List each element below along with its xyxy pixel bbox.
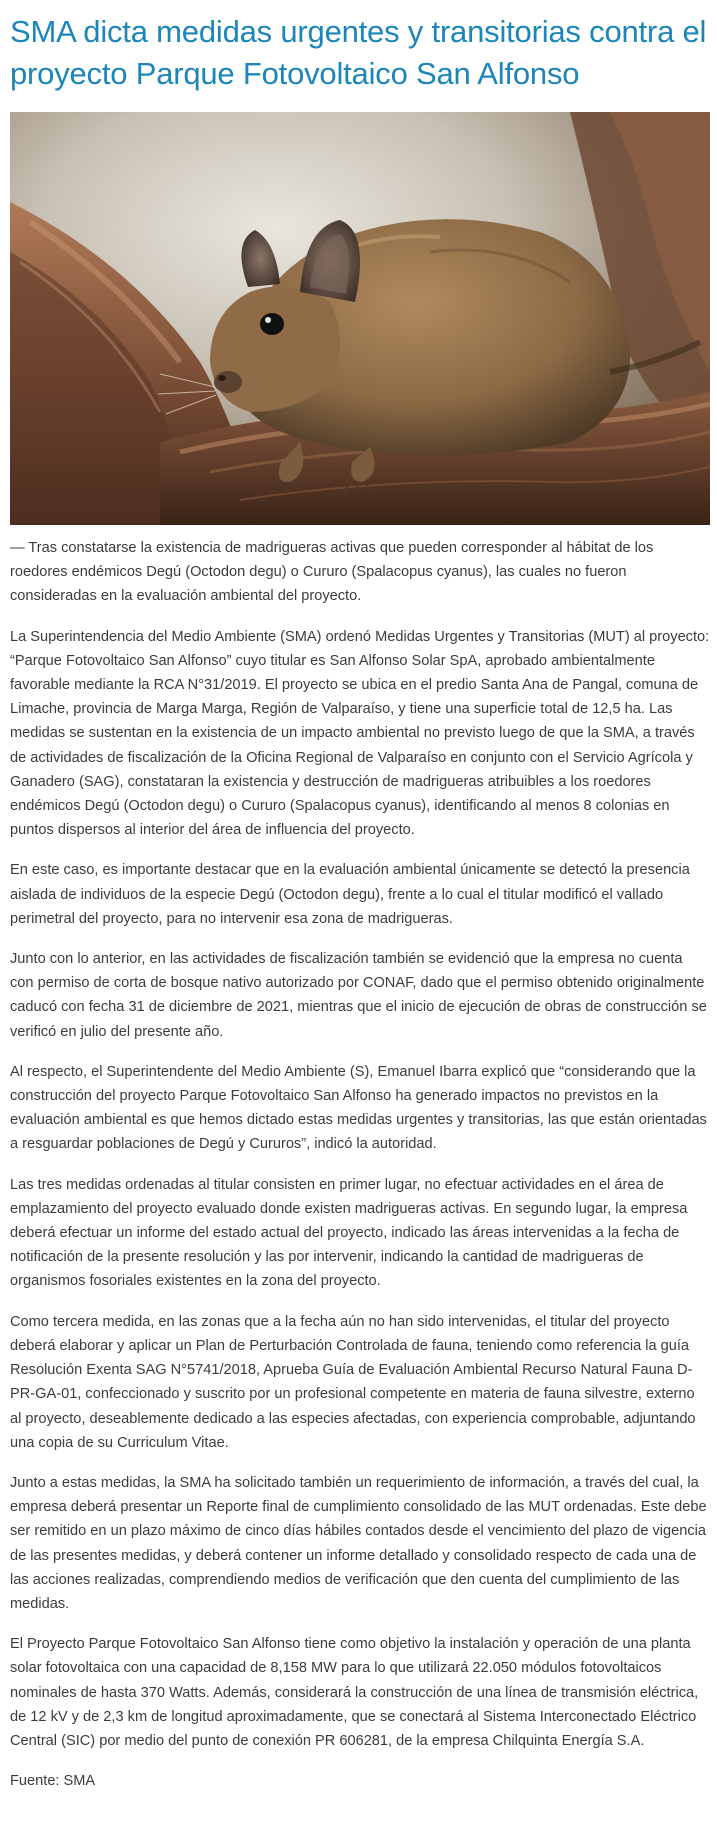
article-paragraph: Junto con lo anterior, en las actividades de fiscalización también se evidenció que la empresa no cuenta con permiso de corta de bosque nativo autorizado por CONAF, dado que el permiso obtenido originalmente caducó con fecha 31 de diciembre de 2021, mientras que el inicio de ejecución de obras de construcción se verificó en julio del presente año. — [10, 951, 707, 1040]
article-paragraph: En este caso, es importante destacar que en la evaluación ambiental únicamente se detectó la presencia aislada de individuos de la especie Degú (Octodon degu), frente a lo cual el titular modificó el vallado perimetral del proyecto, para no intervenir esa zona de madrigueras. — [10, 862, 690, 927]
article-paragraph: La Superintendencia del Medio Ambiente (SMA) ordenó Medidas Urgentes y Transitorias (MUT) al proyecto: “Parque Fotovoltaico San Alfonso” cuyo titular es San Alfonso Solar SpA, aprobado ambientalmente favorable mediante la RCA N°31/2019. El proyecto se ubica en el predio Santa Ana de Pangal, comuna de Limache, provincia de Marga Marga, Región de Valparaíso, y tiene una superficie total de 12,5 ha. Las medidas se sustentan en la existencia de un impacto ambiental no previsto luego de que la SMA, a través de actividades de fiscalización de la Oficina Regional de Valparaíso en conjunto con el Servicio Agrícola y Ganadero (SAG), constataran la existencia y destrucción de madrigueras atribuibles a los roedores endémicos Degú (Octodon degu) o Cururo (Spalacopus cyanus), identificando al menos 8 colonias en puntos dispersos al interior del área de influencia del proyecto. — [10, 628, 710, 839]
degu-photo-illustration — [10, 112, 710, 525]
article-paragraph: Como tercera medida, en las zonas que a la fecha aún no han sido intervenidas, el titular del proyecto deberá elaborar y aplicar un Plan de Perturbación Controlada de fauna, teniendo como referencia la guía Resolución Exenta SAG N°5741/2018, Aprueba Guía de Evaluación Ambiental Recurso Natural Fauna D-PR-GA-01, confeccionado y suscrito por un profesional competente en materia de fauna silvestre, externo al proyecto, deseablemente dedicado a las especies afectadas, con experiencia comprobable, adjuntando una copia de su Curriculum Vitae. — [10, 1313, 696, 1451]
article-title: SMA dicta medidas urgentes y transitorias contra el proyecto Parque Fotovoltaico San Alfonso — [10, 14, 707, 91]
article-paragraph: El Proyecto Parque Fotovoltaico San Alfonso tiene como objetivo la instalación y operación de una planta solar fotovoltaica con una capacidad de 8,158 MW para lo que utilizará 22.050 módulos fotovoltaicos nominales de hasta 370 Watts. Además, considerará la construcción de una línea de transmisión eléctrica, de 12 kV y de 2,3 km de longitud aproximadamente, que se conectará al Sistema Interconectado Eléctrico Central (SIC) por medio del punto de conexión PR 606281, de la empresa Chilquinta Energía S.A. — [10, 1636, 699, 1749]
article-paragraph: Al respecto, el Superintendente del Medio Ambiente (S), Emanuel Ibarra explicó que “considerando que la construcción del proyecto Parque Fotovoltaico San Alfonso ha generado impactos no previstos en la evaluación ambiental es que hemos dictado estas medidas urgentes y transitorias, las que están orientadas a resguardar poblaciones de Degú y Cururos”, indicó la autoridad. — [10, 1063, 707, 1153]
article-source: Fuente: SMA — [10, 1773, 96, 1790]
article-paragraph: — Tras constatarse la existencia de madrigueras activas que pueden corresponder al hábitat de los roedores endémicos Degú (Octodon degu) o Cururo (Spalacopus cyanus), las cuales no fueron consideradas en la evaluación ambiental del proyecto. — [10, 540, 654, 605]
article-photo — [10, 112, 710, 525]
article-paragraph: Las tres medidas ordenadas al titular consisten en primer lugar, no efectuar actividades en el área de emplazamiento del proyecto evaluado donde existen madrigueras activas. En segundo lugar, la empresa deberá efectuar un informe del estado actual del proyecto, indicado las áreas intervenidas a la fecha de notificación de la presente resolución y las por intervenir, indicando la cantidad de madrigueras de organismos fosoriales existentes en la zona del proyecto. — [10, 1176, 688, 1290]
article-body — [10, 536, 710, 1793]
article — [10, 0, 710, 1809]
article-paragraph: Junto a estas medidas, la SMA ha solicitado también un requerimiento de información, a través del cual, la empresa deberá presentar un Reporte final de cumplimiento consolidado de las MUT ordenadas. Este debe ser remitido en un plazo máximo de cinco días hábiles contados desde el vencimiento del plazo de vigencia de las presentes medidas, y deberá contener un informe detallado y consolidado respecto de cada una de las acciones realizadas, comprendiendo medios de verificación que den cuenta del cumplimiento de las medidas. — [10, 1474, 707, 1612]
